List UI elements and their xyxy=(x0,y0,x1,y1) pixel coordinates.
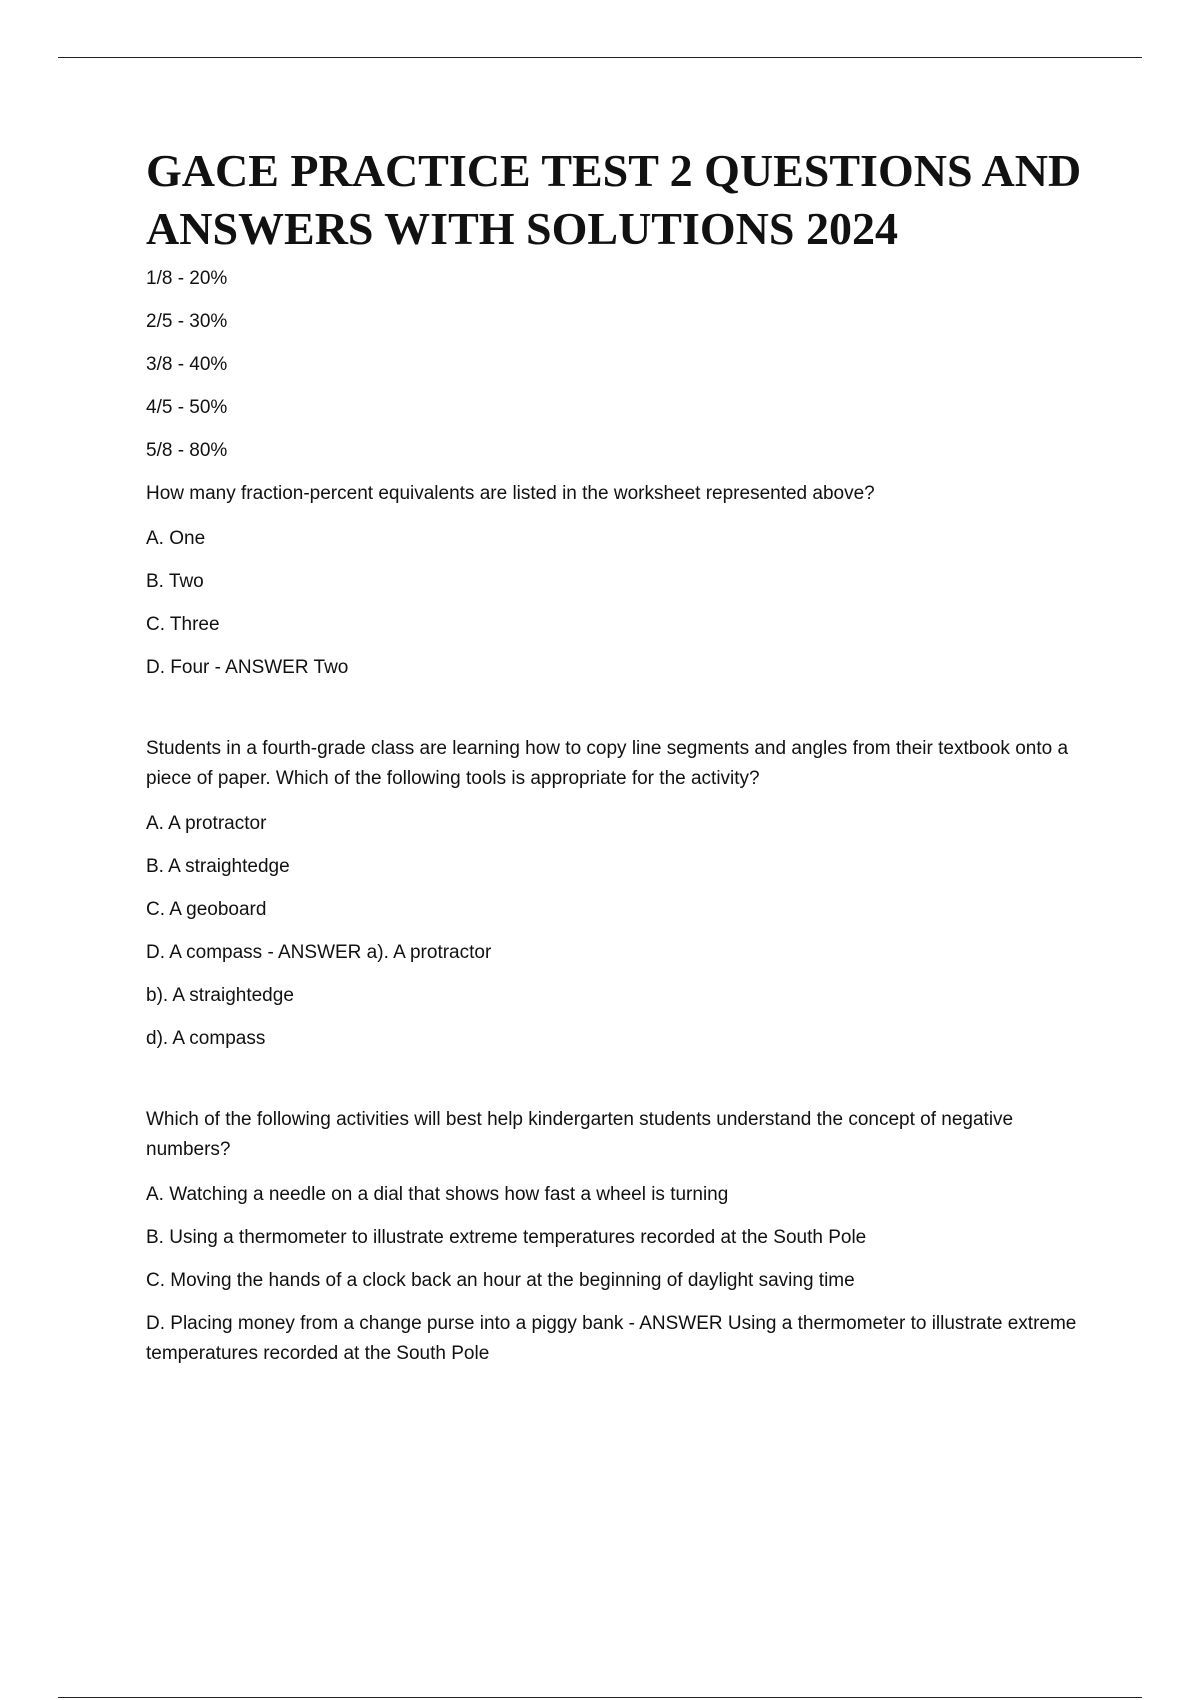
answer-option: A. One xyxy=(146,528,206,549)
worksheet-item: 4/5 - 50% xyxy=(146,397,228,418)
top-divider xyxy=(58,57,1142,58)
question-2 xyxy=(146,734,1096,1054)
worksheet-item: 5/8 - 80% xyxy=(146,440,228,461)
answer-option: b). A straightedge xyxy=(146,985,294,1006)
question-1 xyxy=(146,479,1096,683)
answer-option: d). A compass xyxy=(146,1028,266,1049)
answer-option: B. Using a thermometer to illustrate extreme temperatures recorded at the South Pole xyxy=(146,1227,867,1248)
question-text: How many fraction-percent equivalents are listed in the worksheet represented above? xyxy=(146,483,875,504)
question-3 xyxy=(146,1105,1096,1369)
answer-option: A. Watching a needle on a dial that shows how fast a wheel is turning xyxy=(146,1184,729,1205)
bottom-divider xyxy=(58,1697,1142,1698)
answer-option: D. Four - ANSWER Two xyxy=(146,657,349,678)
spacer xyxy=(146,696,1096,734)
answer-option: D. A compass - ANSWER a). A protractor xyxy=(146,942,492,963)
worksheet-item: 1/8 - 20% xyxy=(146,268,228,289)
question-text: Students in a fourth-grade class are learning how to copy line segments and angles from their textbook onto a piece of paper. Which of the following tools is appropriate for the activity? xyxy=(146,738,1069,789)
worksheet-item: 3/8 - 40% xyxy=(146,354,228,375)
spacer xyxy=(146,1067,1096,1105)
answer-option: B. A straightedge xyxy=(146,856,290,877)
answer-option: A. A protractor xyxy=(146,813,267,834)
worksheet-item: 2/5 - 30% xyxy=(146,311,228,332)
answer-option: C. A geoboard xyxy=(146,899,267,920)
document-body xyxy=(146,142,1096,1382)
answer-option: B. Two xyxy=(146,571,204,592)
worksheet-list xyxy=(146,264,1096,466)
question-text: Which of the following activities will best help kindergarten students understand the concept of negative numbers? xyxy=(146,1109,1014,1160)
document-title: GACE PRACTICE TEST 2 QUESTIONS AND ANSWERS WITH SOLUTIONS 2024 xyxy=(146,145,1082,254)
answer-option: C. Moving the hands of a clock back an hour at the beginning of daylight saving time xyxy=(146,1270,855,1291)
answer-option: D. Placing money from a change purse into a piggy bank - ANSWER Using a thermometer to illustrate extreme temperatures recorded at the South Pole xyxy=(146,1313,1077,1364)
answer-option: C. Three xyxy=(146,614,220,635)
